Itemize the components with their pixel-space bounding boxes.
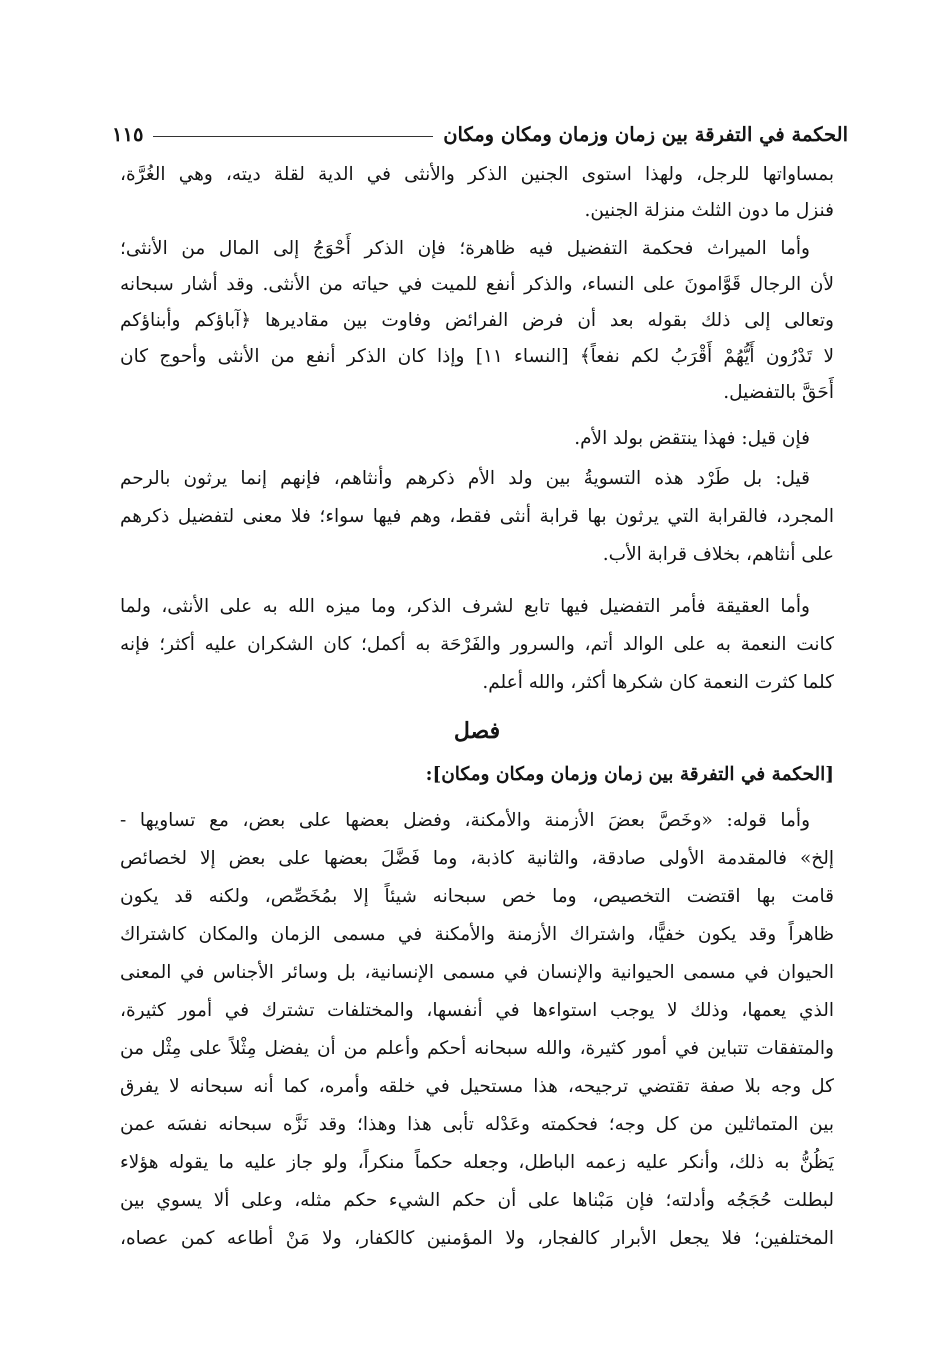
text-line: والمتفقات تتباين في أمور كثيرة، والله سبحانه أحكم وأعلم من أن يفضل مِثْلاً على مِثْل من	[120, 1038, 834, 1059]
text-line: لبطلت حُجَجُه وأدلته؛ فإن مَبْناها على أن حكم الشيء حكم مثله، وعلى ألا يسوي بين	[120, 1190, 834, 1211]
running-header	[112, 98, 848, 144]
text-line: إلخ» فالمقدمة الأولى صادقة، والثانية كاذبة، وما فَضَّلَ بعضها على بعض إلا لخصائص	[120, 848, 834, 869]
subheading: [الحكمة في التفرقة بين زمان وزمان ومكان ومكان]:	[425, 764, 834, 785]
text-line: يَظُنُّ به ذلك، وأنكر عليه زعمه الباطل، وجعله حكماً منكراً، ولو جاز عليه ما يقوله هؤلاء	[120, 1152, 834, 1173]
text-line: وأما العقيقة فأمر التفضيل فيها تابع لشرف الذكر، وما ميزه الله به على الأنثى، ولما	[120, 596, 810, 617]
text-line: فنزل ما دون الثلث منزلة الجنين.	[584, 200, 834, 221]
header-rule	[153, 136, 433, 137]
text-line: الحيوان في مسمى الحيوانية والإنسان في مسمى الإنسانية، بل وسائر الأجناس في المعنى	[120, 962, 834, 983]
page-number: ١١٥	[112, 122, 144, 146]
text-line: بمساواتها للرجل، ولهذا استوى الجنين الذكر والأنثى في الدية لقلة ديته، وهي الغُرَّة،	[120, 164, 834, 185]
text-line: قامت بها اقتضت التخصيص، وما خص سبحانه شيئاً إلا بمُخَصِّص، ولكنه قد يكون	[120, 886, 834, 907]
text-line: وتعالى إلى ذلك بقوله بعد أن فرض الفرائض وفاوت بين مقاديرها ﴿آباؤكم وأبناؤكم	[120, 310, 834, 331]
text-line: كلما كثرت النعمة كان شكرها أكثر، والله أعلم.	[482, 672, 834, 693]
text-line: المختلفين؛ فلا يجعل الأبرار كالفجار، ولا المؤمنين كالكفار، ولا مَنْ أطاعه كمن عصاه،	[120, 1228, 834, 1249]
text-line: لا تَدْرُون أَيُّهُمْ أَقْرَبُ لكم نفعاً﴾ [النساء ١١] وإذا كان الذكر أنفع من الأنثى وأحوج كان	[120, 346, 834, 367]
text-line: الذي يعمها، وذلك لا يوجب استواءها في أنفسها، والمختلفات تشترك في أمور كثيرة،	[120, 1000, 834, 1021]
text-line: أَحَقَّ بالتفضيل.	[723, 382, 834, 403]
text-line: كل وجه بلا صفة تقتضي ترجيحه، هذا مستحيل في خلقه وأمره، كما أنه سبحانه لا يفرق	[120, 1076, 834, 1097]
text-line: فإن قيل: فهذا ينتقض بولد الأم.	[574, 428, 810, 449]
text-line: لأن الرجال قَوَّامونَ على النساء، والذكر أنفع للميت في حياته من الأنثى. وقد أشار سبحانه	[120, 274, 834, 295]
text-line: وأما قوله: «وخَصَّ بعضَ الأزمنة والأمكنة، وفضل بعضها على بعض، مع تساويها -	[120, 810, 810, 831]
text-line: كانت النعمة به على الوالد أتم، والسرور والفَرْحَة به أكمل؛ كان الشكران عليه أكثر؛ فإنه	[120, 634, 834, 655]
section-heading: فصل	[453, 718, 501, 744]
text-line: ظاهراً وقد يكون خفيًّا، واشتراك الأزمنة والأمكنة في مسمى الزمان والمكان كاشتراك	[120, 924, 834, 945]
text-line: بين المتماثلين من كل وجه؛ فحكمته وعَدْله تأبى هذا وهذا؛ وقد نَزَّه سبحانه نفسَه عمن	[120, 1114, 834, 1135]
text-line: وأما الميراث فحكمة التفضيل فيه ظاهرة؛ فإن الذكر أَحْوَجُ إلى المال من الأنثى؛	[120, 238, 810, 259]
text-line: قيل: بل طَرْد هذه التسويةُ بين ولد الأم ذكرهم وأنثاهم، فإنهم إنما يرثون بالرحم	[120, 468, 810, 489]
text-line: المجرد، فالقرابة التي يرثون بها قرابة أنثى فقط، وهم فيها سواء؛ فلا معنى لتفضيل ذكرهم	[120, 506, 834, 527]
header-title: الحكمة في التفرقة بين زمان وزمان ومكان ومكان	[443, 122, 848, 146]
text-line: على أنثاهم، بخلاف قرابة الأب.	[602, 544, 834, 565]
